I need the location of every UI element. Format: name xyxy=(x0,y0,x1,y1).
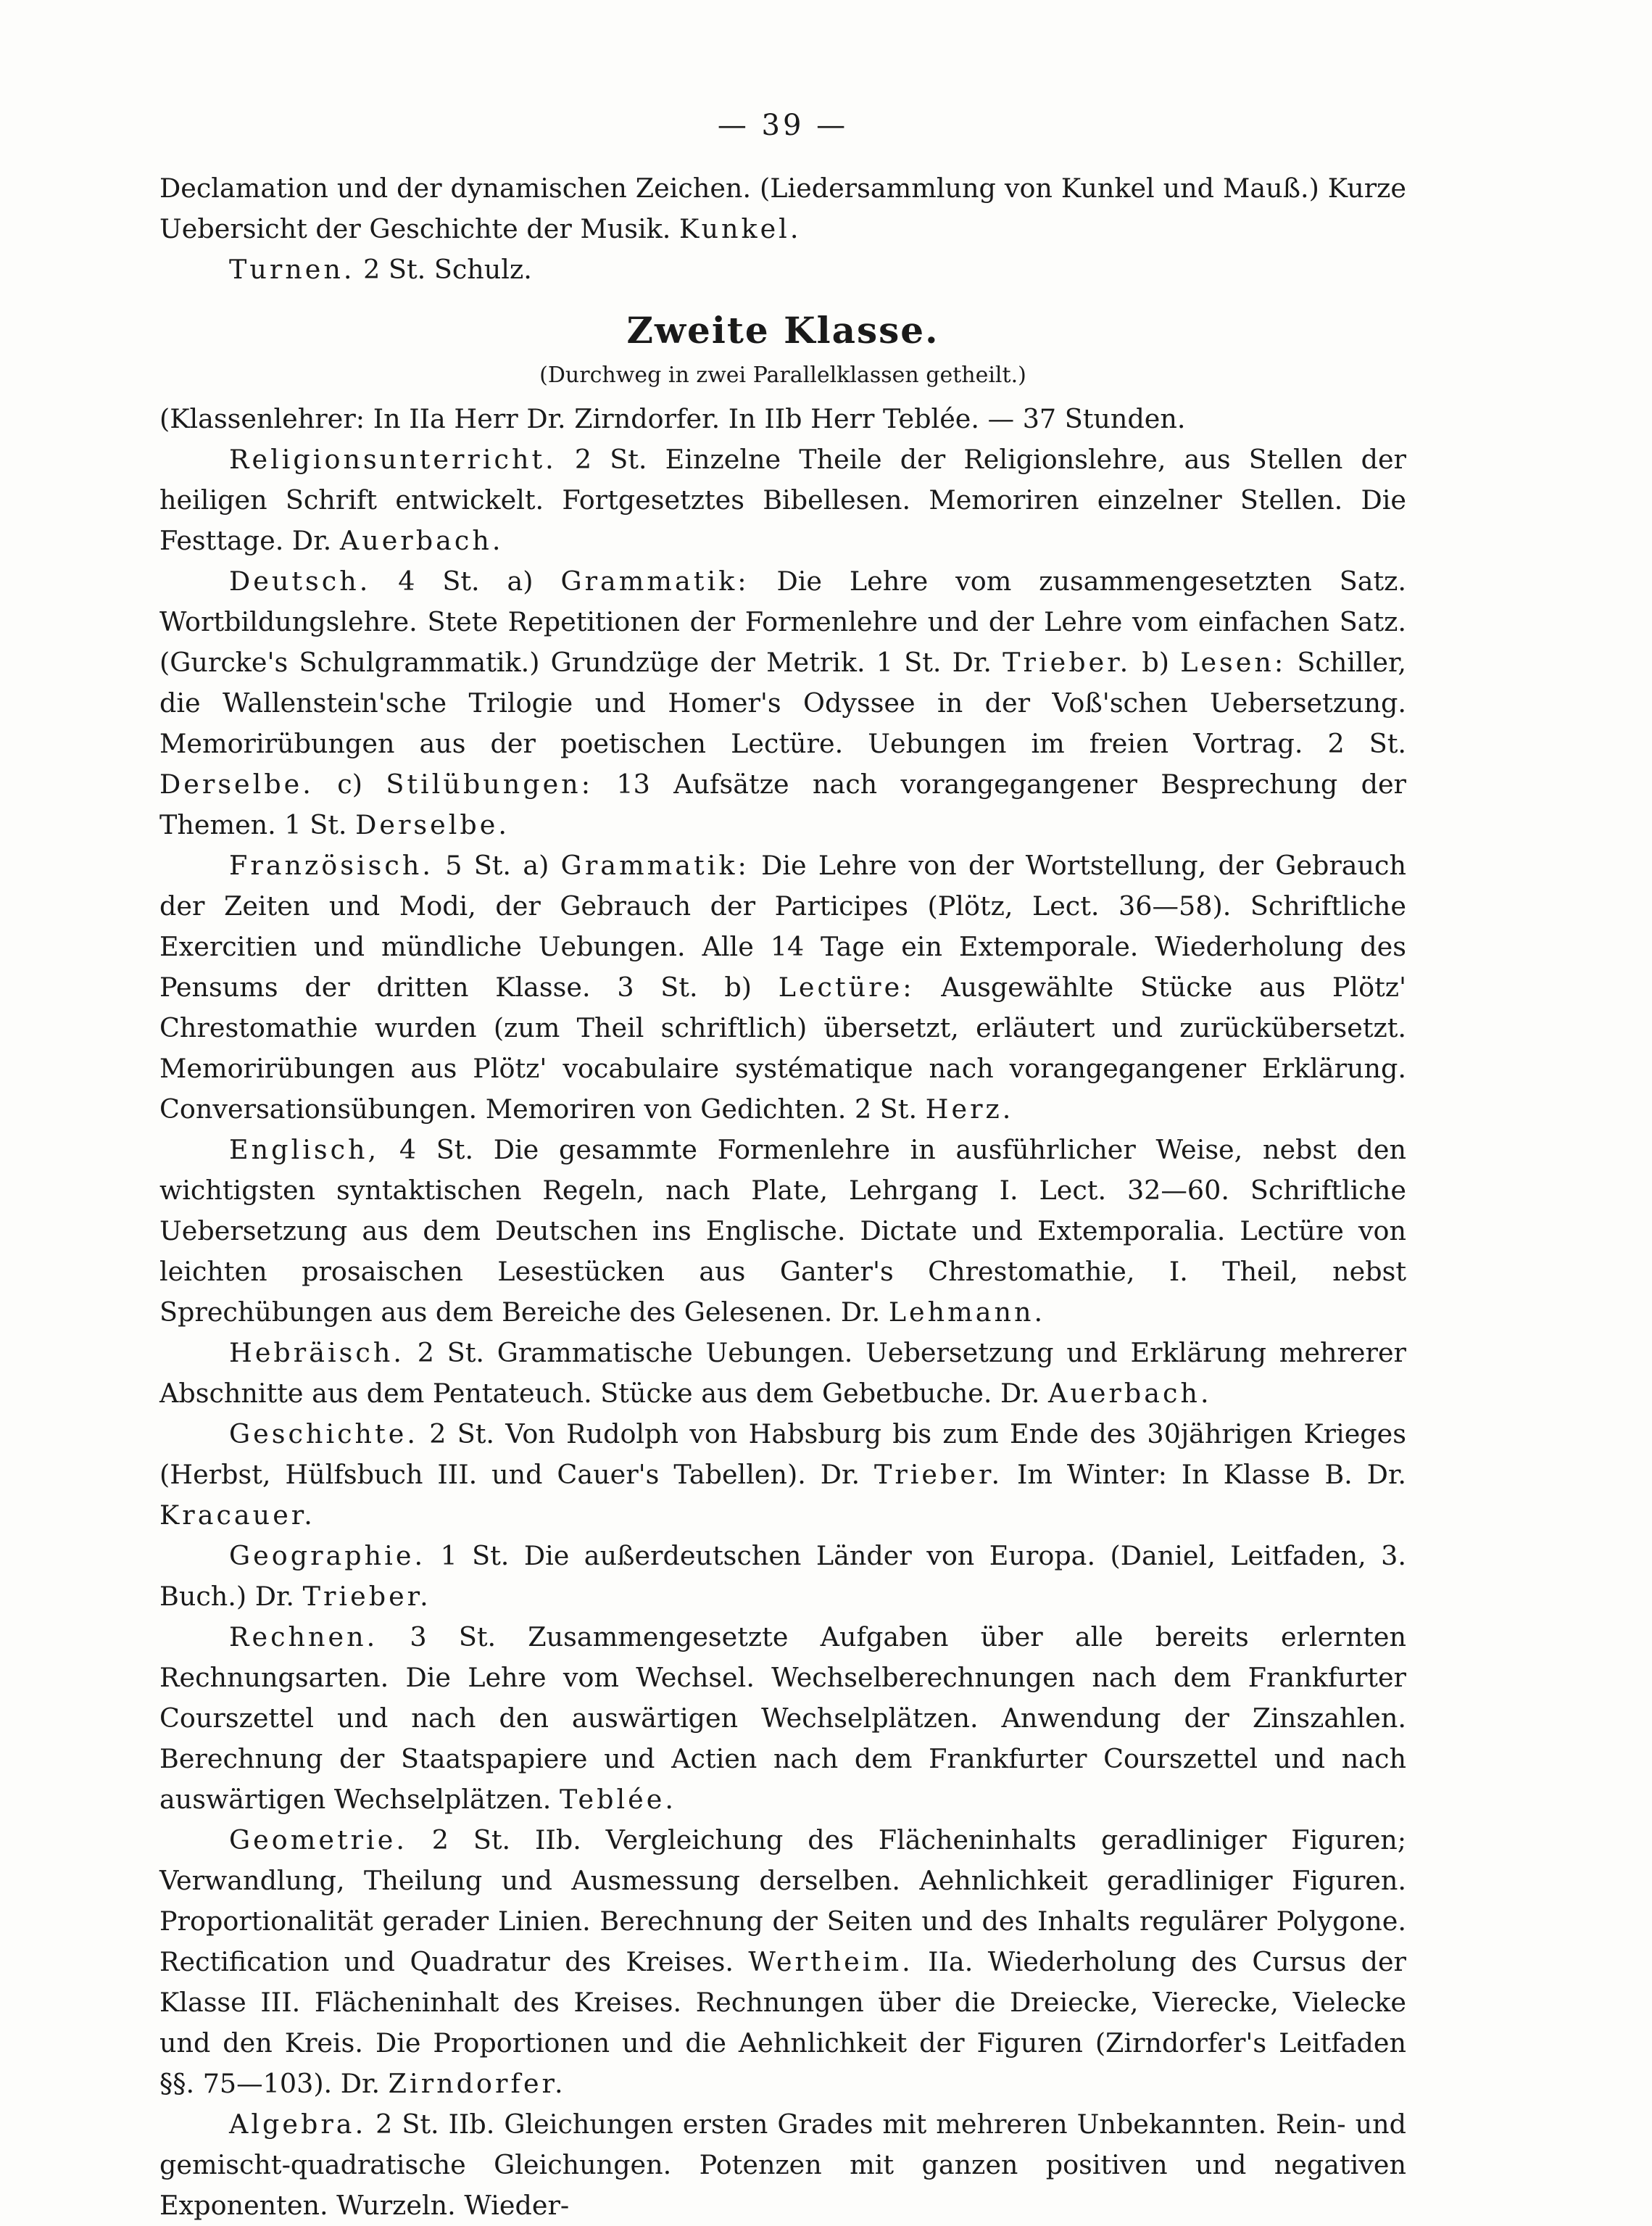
text-run: IIa. Wiederholung des Cursus der Klasse III. Flächeninhalt des Kreises. Rechnungen über die Dreiecke, Vierecke, Vielecke und den Kreis. Die Proportionen und die Aehnlichkeit der Figuren (Zirndorfer's Leitfaden §§. 75—103). Dr. xyxy=(159,1946,1406,2099)
spaced-term: Kunkel. xyxy=(678,213,802,244)
document-body xyxy=(159,168,1406,2226)
spaced-term: Geometrie. xyxy=(229,1824,407,1855)
paragraph xyxy=(159,845,1406,1130)
text-run: Declamation und der dynamischen Zeichen. (Liedersammlung von Kunkel und Mauß.) Kurze Uebersicht der Geschichte der Musik. xyxy=(159,173,1406,244)
text-run: 2 St. IIb. Vergleichung des Flächeninhalts geradliniger Figuren; Verwandlung, Theilung und Ausmessung derselben. Aehnlichkeit geradliniger Figuren. Proportionalität gerader Linien. Berechnung der Seiten und des Inhalts regulärer Polygone. Rectification und Quadratur des Kreises. xyxy=(159,1824,1406,1977)
spaced-term: Trieber. xyxy=(873,1459,1003,1490)
text-run: Im Winter: In Klasse B. Dr. xyxy=(1003,1459,1406,1490)
text-run: Die Lehre vom zusammengesetzten Satz. Wortbildungslehre. Stete Repetitionen der Formenlehre und der Lehre vom einfachen Satz. (Gurcke's Schulgrammatik.) Grundzüge der Metrik. 1 St. Dr. xyxy=(159,566,1406,678)
paragraph xyxy=(159,168,1406,249)
spaced-term: Auerbach. xyxy=(339,525,504,556)
spaced-term: Zirndorfer. xyxy=(388,2068,566,2099)
paragraph xyxy=(159,2104,1406,2226)
text-run: 4 St. Die gesammte Formenlehre in ausführlicher Weise, nebst den wichtigsten syntaktischen Regeln, nach Plate, Lehrgang I. Lect. 32—60. Schriftliche Uebersetzung aus dem Deutschen ins Englische. Dictate und Extemporalia. Lectüre von leichten prosaischen Lesestücken aus Ganter's Chrestomathie, I. Theil, nebst Sprechübungen aus dem Bereiche des Gelesenen. Dr. xyxy=(159,1134,1406,1328)
paragraph xyxy=(159,1617,1406,1820)
text-run: 2 St. Einzelne Theile der Religionslehre, aus Stellen der heiligen Schrift entwickelt. Fortgesetztes Bibellesen. Memoriren einzelner Stellen. Die Festtage. Dr. xyxy=(159,444,1406,556)
paragraph xyxy=(159,561,1406,845)
text-run: 13 Aufsätze nach vorangegangener Besprechung der Themen. 1 St. xyxy=(159,769,1406,840)
spaced-term: Auerbach. xyxy=(1047,1378,1212,1409)
spaced-term: Lectüre: xyxy=(778,972,915,1003)
text-run: 3 St. Zusammengesetzte Aufgaben über alle bereits erlernten Rechnungsarten. Die Lehre vom Wechsel. Wechselberechnungen nach dem Frankfurter Courszettel und nach den auswärtigen Wechselplätzen. Anwendung der Zinszahlen. Berechnung der Staatspapiere und Actien nach dem Frankfurter Courszettel und nach auswärtigen Wechselplätzen. xyxy=(159,1621,1406,1815)
text-run: Ausgewählte Stücke aus Plötz' Chrestomathie wurden (zum Theil schriftlich) übersetzt, erläutert und zurückübersetzt. Memorirübungen aus Plötz' vocabulaire systématique nach vorangegangener Erklärung. Conversationsübungen. Memoriren von Gedichten. 2 St. xyxy=(159,972,1407,1125)
spaced-term: Algebra. xyxy=(229,2109,367,2140)
paragraph xyxy=(159,399,1406,439)
paragraph xyxy=(159,1130,1406,1333)
page-number: — 39 — xyxy=(717,109,849,142)
document-page xyxy=(159,109,1406,2226)
spaced-term: Französisch. xyxy=(229,850,433,881)
text-run: 4 St. a) xyxy=(370,566,561,597)
spaced-term: Hebräisch. xyxy=(229,1337,404,1368)
text-run: 5 St. a) xyxy=(433,850,561,881)
paragraph xyxy=(159,1536,1406,1617)
text-run: 2 St. IIb. Gleichungen ersten Grades mit mehreren Unbekannten. Rein- und gemischt-quadratische Gleichungen. Potenzen mit ganzen positiven und negativen Exponenten. Wurzeln. Wieder- xyxy=(159,2109,1406,2221)
spaced-term: Lehmann. xyxy=(888,1296,1046,1328)
spaced-term: Trieber. xyxy=(1003,647,1132,678)
spaced-term: Englisch, xyxy=(229,1134,380,1165)
spaced-term: Deutsch. xyxy=(229,566,371,597)
spaced-term: Derselbe. xyxy=(159,769,314,800)
spaced-term: Kracauer. xyxy=(159,1499,315,1531)
text-run: 2 St. Grammatische Uebungen. Uebersetzung und Erklärung mehrerer Abschnitte aus dem Pentateuch. Stücke aus dem Gebetbuche. Dr. xyxy=(159,1337,1406,1409)
paragraph xyxy=(159,249,1406,290)
spaced-term: Turnen. xyxy=(229,254,355,285)
spaced-term: Grammatik: xyxy=(560,850,750,881)
paragraph xyxy=(159,1820,1406,2104)
spaced-term: Stilübungen: xyxy=(386,769,593,800)
spaced-term: Rechnen. xyxy=(229,1621,378,1652)
spaced-term: Teblée. xyxy=(559,1784,676,1815)
spaced-term: Wertheim. xyxy=(748,1946,913,1977)
paragraph xyxy=(159,439,1406,561)
text-run: Die Lehre von der Wortstellung, der Gebrauch der Zeiten und Modi, der Gebrauch der Participes (Plötz, Lect. 36—58). Schriftliche Exercitien und mündliche Uebungen. Alle 14 Tage ein Extemporale. Wiederholung des Pensums der dritten Klasse. 3 St. b) xyxy=(159,850,1406,1003)
spaced-term: Herz. xyxy=(925,1093,1014,1125)
paragraph xyxy=(159,1414,1406,1536)
text-run: b) xyxy=(1131,647,1181,678)
spaced-term: Geographie. xyxy=(229,1540,426,1571)
spaced-term: Religionsunterricht. xyxy=(229,444,557,475)
section-heading: Zweite Klasse. xyxy=(626,309,939,352)
spaced-term: Grammatik: xyxy=(560,566,750,597)
spaced-term: Trieber. xyxy=(302,1581,431,1612)
spaced-term: Geschichte. xyxy=(229,1418,418,1449)
section-subheading: (Durchweg in zwei Parallelklassen getheilt.) xyxy=(539,363,1026,388)
spaced-term: Lesen: xyxy=(1180,647,1287,678)
text-run: c) xyxy=(313,769,386,800)
text-run: (Klassenlehrer: In IIa Herr Dr. Zirndorfer. In IIb Herr Teblée. — 37 Stunden. xyxy=(159,403,1186,434)
text-run: 1 St. Die außerdeutschen Länder von Europa. (Daniel, Leitfaden, 3. Buch.) Dr. xyxy=(159,1540,1406,1612)
text-run: 2 St. Von Rudolph von Habsburg bis zum Ende des 30jährigen Krieges (Herbst, Hülfsbuch III. und Cauer's Tabellen). Dr. xyxy=(159,1418,1406,1490)
text-run: Schiller, die Wallenstein'sche Trilogie und Homer's Odyssee in der Voß'schen Uebersetzung. Memorirübungen aus der poetischen Lectüre. Uebungen im freien Vortrag. 2 St. xyxy=(159,647,1407,759)
text-run: 2 St. Schulz. xyxy=(354,254,532,285)
spaced-term: Derselbe. xyxy=(355,809,510,840)
paragraph xyxy=(159,1333,1406,1414)
